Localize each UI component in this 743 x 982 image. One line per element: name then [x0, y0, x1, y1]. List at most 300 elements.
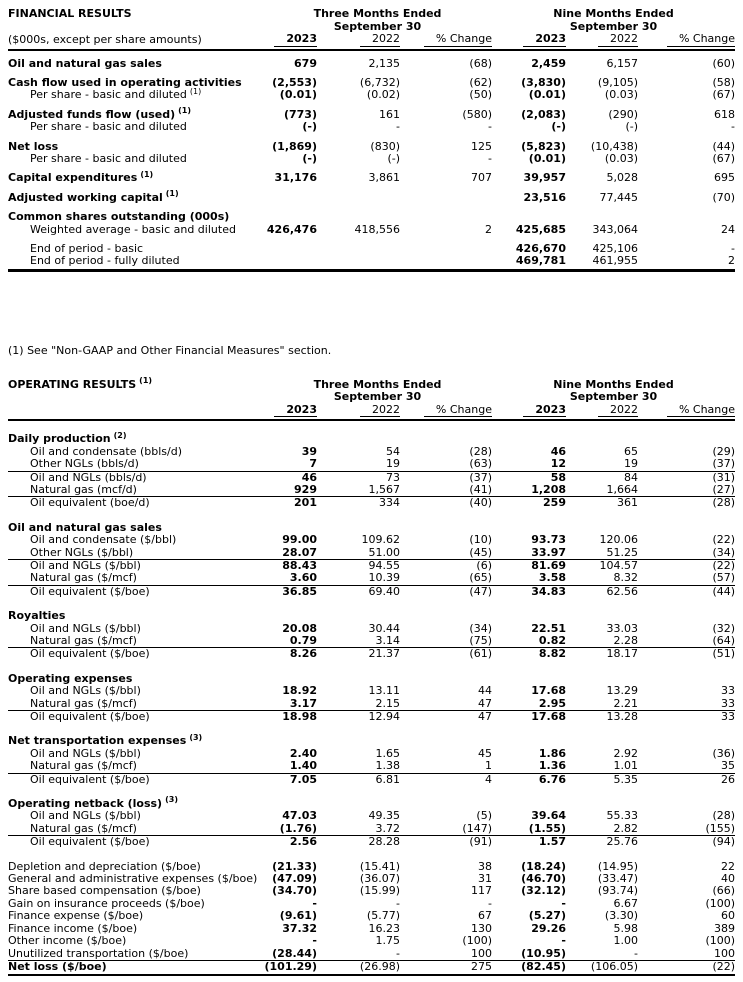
value-cell: (15.41) [359, 859, 400, 873]
row-label: Oil and NGLs (bbls/d) [8, 471, 263, 484]
column-header-2022: 2022 [317, 33, 400, 50]
table-row [8, 165, 735, 184]
value-cell: 929 [294, 482, 317, 496]
value-cell [317, 420, 400, 445]
value-cell [317, 661, 400, 685]
column-header-2022: 2022 [317, 404, 400, 421]
value-cell [566, 661, 638, 685]
value-cell: 58 [492, 471, 566, 484]
period-date-header: September 30 [569, 390, 658, 404]
row-label: Oil equivalent ($/boe) [8, 711, 263, 724]
row-label: Oil and condensate (bbls/d) [30, 444, 183, 458]
row-label: Finance expense ($/boe) [8, 909, 144, 923]
value-cell: (47) [400, 585, 492, 598]
value-cell: 2 [638, 255, 735, 270]
value-cell: (27) [712, 482, 736, 496]
value-cell: 2,459 [531, 56, 566, 70]
value-cell [263, 661, 317, 685]
value-cell: (18.24) [521, 859, 566, 873]
row-label: Per share - basic and diluted $^{(1)}$ [30, 86, 202, 102]
value-cell: 426,670 [515, 241, 566, 255]
footnote-marker: (1) [165, 189, 179, 199]
value-cell [400, 204, 492, 223]
period-date-header: September 30 [333, 390, 422, 404]
row-label: Share based compensation ($/boe) [8, 884, 201, 898]
row-label: Natural gas ($/mcf) [30, 821, 137, 835]
value-cell: 1,208 [531, 482, 566, 496]
table-row [8, 471, 735, 484]
value-cell: (0.01) [279, 88, 317, 102]
value-cell: (34) [712, 545, 736, 559]
table-row [8, 121, 735, 133]
value-cell: 33 [721, 684, 736, 698]
value-cell: 125 [471, 139, 492, 153]
value-cell: 39.64 [531, 809, 566, 823]
value-cell: 31,176 [274, 171, 317, 185]
value-cell: 707 [471, 171, 492, 185]
value-cell: (6,732) [359, 75, 400, 89]
row-label: End of period - basic [30, 241, 144, 255]
value-cell: 46 [550, 444, 566, 458]
row-label: Other NGLs (bbls/d) [30, 457, 139, 471]
value-cell: 21.37 [317, 648, 400, 661]
value-cell [492, 661, 566, 685]
value-cell: (65) [469, 571, 492, 585]
column-header-pct-change: % Change [638, 404, 735, 421]
value-cell: (-) [387, 151, 400, 165]
footnote-marker: (1) [178, 106, 192, 116]
table-row [8, 648, 735, 661]
value-cell [263, 723, 317, 747]
value-cell: 20.08 [282, 621, 317, 635]
row-label: General and administrative expenses ($/boe) [8, 872, 258, 886]
value-cell: (62) [469, 75, 492, 89]
operating-results-title: OPERATING RESULTS $^{(1)}$ [8, 376, 153, 391]
value-cell: 93.73 [531, 533, 566, 547]
value-cell: (2,553) [272, 75, 317, 89]
value-cell: (32.12) [521, 884, 566, 898]
row-label: Oil and NGLs ($/bbl) [30, 684, 141, 698]
value-cell: (290) [608, 107, 638, 121]
footnote-marker: (3) [189, 732, 203, 742]
value-cell: 81.69 [492, 559, 566, 572]
value-cell: (58) [712, 75, 736, 89]
value-cell: (60) [712, 56, 736, 70]
table-row [8, 635, 735, 648]
value-cell: (147) [462, 821, 492, 835]
value-cell: 46 [263, 471, 317, 484]
table-row [8, 723, 735, 747]
value-cell: 62.56 [566, 585, 638, 598]
value-cell: (5.77) [366, 909, 400, 923]
row-label: Oil equivalent ($/boe) [8, 836, 263, 849]
value-cell: (26.98) [317, 960, 400, 975]
table-row [8, 153, 735, 165]
value-cell: 117 [471, 884, 492, 898]
value-cell [317, 185, 400, 204]
table-row [8, 50, 735, 70]
value-cell: 30.44 [368, 621, 400, 635]
value-cell [400, 723, 492, 747]
row-label: Net loss [8, 139, 59, 153]
value-cell: 28.07 [282, 545, 317, 559]
value-cell: (67) [712, 151, 736, 165]
value-cell: (29) [712, 444, 736, 458]
table-row [8, 948, 735, 961]
period-group-header-nine-months: Nine Months Ended [553, 7, 674, 20]
value-cell: (580) [462, 107, 492, 121]
value-cell: 259 [492, 497, 566, 510]
value-cell: (67) [712, 88, 736, 102]
value-cell: 120.06 [599, 533, 638, 547]
table-row [8, 224, 735, 236]
table-row [8, 836, 735, 849]
value-cell: (46.70) [521, 872, 566, 886]
value-cell: (0.01) [528, 151, 566, 165]
column-header-2023: 2023 [492, 404, 566, 421]
value-cell: 22 [721, 859, 736, 873]
row-label: Oil and NGLs ($/bbl) [30, 621, 141, 635]
column-header-2023: 2023 [492, 33, 566, 50]
row-label: Oil and NGLs ($/bbl) [30, 809, 141, 823]
row-label: Natural gas ($/mcf) [30, 633, 137, 647]
value-cell: (-) [625, 120, 638, 134]
value-cell: 17.68 [531, 684, 566, 698]
value-cell: (3,830) [521, 75, 566, 89]
value-cell: (830) [370, 139, 400, 153]
value-cell: 1.01 [613, 759, 638, 773]
value-cell: 31 [478, 872, 492, 886]
value-cell: 418,556 [354, 222, 400, 236]
value-cell: - [634, 946, 638, 960]
table-row [8, 534, 735, 546]
value-cell: 19 [624, 457, 638, 471]
value-cell: 6.76 [492, 773, 566, 786]
value-cell: 361 [566, 497, 638, 510]
value-cell: 44 [478, 684, 492, 698]
value-cell: 6.67 [613, 896, 638, 910]
value-cell: 17.68 [492, 711, 566, 724]
value-cell: 12.94 [317, 711, 400, 724]
table-row [8, 810, 735, 822]
row-label: Oil equivalent ($/boe) [8, 773, 263, 786]
row-label: Daily production $^{(2)}$ [8, 430, 127, 446]
value-cell: (37) [712, 457, 736, 471]
value-cell: 1.36 [538, 759, 566, 773]
value-cell: 33.97 [531, 545, 566, 559]
table-row [8, 760, 735, 773]
value-cell: - [731, 241, 736, 255]
value-cell: (10,438) [590, 139, 638, 153]
value-cell: 65 [624, 444, 638, 458]
value-cell: (93.74) [597, 884, 638, 898]
row-label: Finance income ($/boe) [8, 921, 138, 935]
value-cell: 109.62 [361, 533, 400, 547]
value-cell: 13.11 [368, 684, 400, 698]
value-cell: 33 [638, 711, 735, 724]
value-cell: 695 [714, 171, 736, 185]
value-cell [492, 204, 566, 223]
value-cell: 45 [478, 746, 492, 760]
row-label: End of period - fully diluted [8, 255, 263, 270]
value-cell: - [488, 120, 492, 134]
value-cell: (28) [712, 809, 736, 823]
value-cell: 77,445 [599, 190, 638, 204]
row-label: Weighted average - basic and diluted [30, 222, 236, 236]
value-cell: 161 [379, 107, 400, 121]
value-cell: (47.09) [272, 872, 317, 886]
table-row [8, 823, 735, 836]
row-label: Oil and natural gas sales [8, 520, 162, 534]
column-header-2023: 2023 [263, 33, 317, 50]
value-cell: 1,664 [606, 482, 638, 496]
column-header-pct-change: % Change [638, 33, 735, 50]
column-header-pct-change: % Change [400, 33, 492, 50]
value-cell: 22.51 [531, 621, 566, 635]
value-cell: (10) [469, 533, 492, 547]
value-cell: 3,861 [368, 171, 400, 185]
value-cell: (9.61) [279, 909, 317, 923]
table-row [8, 711, 735, 724]
value-cell: 39,957 [523, 171, 566, 185]
value-cell: (50) [469, 88, 492, 102]
value-cell: (-) [302, 151, 317, 165]
value-cell: (64) [712, 633, 736, 647]
value-cell: - [488, 151, 492, 165]
value-cell: - [561, 934, 566, 948]
table-row [8, 89, 735, 101]
row-label: Cash flow used in operating activities [8, 75, 242, 89]
footnote-marker: (2) [113, 430, 127, 440]
value-cell: 29.26 [531, 921, 566, 935]
row-label: Royalties [8, 609, 66, 623]
value-cell: 8.32 [613, 571, 638, 585]
value-cell: 0.79 [289, 633, 317, 647]
row-label: Per share - basic and diluted [30, 151, 187, 165]
row-label: Depletion and depreciation ($/boe) [8, 859, 201, 873]
value-cell: (28) [469, 444, 492, 458]
value-cell: 6.81 [317, 773, 400, 786]
table-row [8, 698, 735, 711]
value-cell: 469,781 [492, 255, 566, 270]
value-cell: (2,083) [521, 107, 566, 121]
row-label: Operating expenses [8, 671, 133, 685]
table-row [8, 185, 735, 204]
value-cell: 3.58 [538, 571, 566, 585]
value-cell: (63) [469, 457, 492, 471]
value-cell [317, 236, 400, 255]
value-cell [400, 786, 492, 810]
value-cell: 7 [309, 457, 317, 471]
table-row [8, 70, 735, 89]
value-cell: (36.07) [359, 872, 400, 886]
period-date-header: September 30 [333, 19, 422, 33]
value-cell [317, 510, 400, 534]
value-cell: 33 [721, 696, 736, 710]
value-cell: 2.40 [289, 746, 317, 760]
value-cell: 201 [263, 497, 317, 510]
value-cell: 33.03 [606, 621, 638, 635]
value-cell: 19 [386, 457, 400, 471]
value-cell: (33.47) [597, 872, 638, 886]
value-cell: 425,106 [592, 241, 638, 255]
value-cell: 18.98 [263, 711, 317, 724]
value-cell [638, 723, 735, 747]
value-cell: (82.45) [492, 960, 566, 975]
value-cell: 100 [714, 946, 736, 960]
value-cell: (22) [638, 559, 735, 572]
value-cell [263, 786, 317, 810]
value-cell: (5.27) [528, 909, 566, 923]
row-label: Natural gas ($/mcf) [30, 759, 137, 773]
value-cell [263, 236, 317, 255]
value-cell [400, 255, 492, 270]
table-row [8, 102, 735, 121]
table-row [8, 849, 735, 873]
value-cell: 54 [386, 444, 400, 458]
value-cell: (0.03) [604, 151, 638, 165]
value-cell: (1.76) [279, 821, 317, 835]
value-cell [263, 185, 317, 204]
table-subtitle [8, 404, 263, 421]
table-subtitle: ($000s, except per share amounts) [8, 33, 263, 50]
value-cell: 389 [714, 921, 736, 935]
value-cell: (5) [476, 809, 492, 823]
table-row [8, 547, 735, 560]
value-cell: 28.28 [317, 836, 400, 849]
value-cell: 1.86 [538, 746, 566, 760]
value-cell [566, 598, 638, 622]
table-row [8, 773, 735, 786]
value-cell: 7.05 [263, 773, 317, 786]
value-cell: - [396, 896, 400, 910]
value-cell [566, 420, 638, 445]
value-cell [400, 420, 492, 445]
value-cell: (9,105) [597, 75, 638, 89]
value-cell: 679 [294, 56, 317, 70]
value-cell: 13.29 [606, 684, 638, 698]
value-cell [400, 510, 492, 534]
table-row [8, 598, 735, 622]
value-cell: 47 [400, 711, 492, 724]
value-cell: (6) [400, 559, 492, 572]
value-cell: 47.03 [282, 809, 317, 823]
value-cell: 5.35 [566, 773, 638, 786]
value-cell: 2 [485, 222, 492, 236]
footnote-marker: (3) [165, 795, 178, 805]
value-cell: 38 [478, 859, 492, 873]
value-cell: (32) [712, 621, 736, 635]
row-label: Gain on insurance proceeds ($/boe) [8, 896, 205, 910]
value-cell: 24 [721, 222, 736, 236]
value-cell: - [396, 120, 400, 134]
row-label: Other income ($/boe) [8, 934, 127, 948]
value-cell: 39 [301, 444, 317, 458]
value-cell: - [561, 896, 566, 910]
row-label: Natural gas ($/mcf) [30, 696, 137, 710]
value-cell [263, 255, 317, 270]
table-row [8, 420, 735, 445]
value-cell [400, 236, 492, 255]
row-label: Adjusted working capital $^{(1)}$ [8, 189, 179, 204]
value-cell: 36.85 [263, 585, 317, 598]
table-row [8, 255, 735, 270]
value-cell: 426,476 [266, 222, 317, 236]
value-cell: (41) [469, 482, 492, 496]
value-cell [638, 786, 735, 810]
value-cell: 55.33 [606, 809, 638, 823]
value-cell: (0.03) [604, 88, 638, 102]
value-cell: 25.76 [566, 836, 638, 849]
value-cell: - [312, 896, 317, 910]
value-cell: (21.33) [272, 859, 317, 873]
value-cell: 5.98 [613, 921, 638, 935]
value-cell: 1.57 [492, 836, 566, 849]
value-cell: 425,685 [515, 222, 566, 236]
column-header-2023: 2023 [263, 404, 317, 421]
value-cell: 26 [638, 773, 735, 786]
value-cell: 12 [550, 457, 566, 471]
period-group-header-nine-months: Nine Months Ended [553, 377, 674, 391]
row-label: Natural gas (mcf/d) [30, 482, 137, 496]
value-cell [317, 598, 400, 622]
value-cell: 1.38 [375, 759, 400, 773]
table-row [8, 572, 735, 585]
value-cell: (100) [705, 934, 736, 948]
value-cell: (-) [551, 120, 566, 134]
period-group-header-three-months: Three Months Ended [313, 377, 442, 391]
period-group-header-three-months: Three Months Ended [313, 7, 442, 20]
value-cell: 275 [400, 960, 492, 975]
value-cell [638, 420, 735, 445]
value-cell: (100) [462, 934, 492, 948]
value-cell: (15.99) [359, 884, 400, 898]
value-cell: (0.01) [528, 88, 566, 102]
row-label: Adjusted funds flow (used) $^{(1)}$ [8, 106, 192, 121]
row-label: Oil equivalent (boe/d) [8, 497, 263, 510]
period-date-header: September 30 [569, 19, 658, 33]
value-cell: 13.28 [566, 711, 638, 724]
value-cell [566, 786, 638, 810]
table-row [8, 885, 735, 897]
value-cell [492, 510, 566, 534]
value-cell: (40) [400, 497, 492, 510]
value-cell: 1.00 [613, 934, 638, 948]
value-cell: 18.17 [566, 648, 638, 661]
value-cell: (1.55) [528, 821, 566, 835]
value-cell: 51.00 [368, 545, 400, 559]
value-cell [638, 510, 735, 534]
value-cell: (28.44) [272, 946, 317, 960]
value-cell: 3.17 [289, 696, 317, 710]
value-cell [566, 204, 638, 223]
value-cell: 16.23 [368, 921, 400, 935]
table-row [8, 204, 735, 223]
value-cell: (57) [712, 571, 736, 585]
value-cell: 4 [400, 773, 492, 786]
value-cell: 343,064 [592, 222, 638, 236]
value-cell [317, 255, 400, 270]
value-cell: 49.35 [368, 809, 400, 823]
value-cell: 130 [471, 921, 492, 935]
value-cell [492, 420, 566, 445]
value-cell: 47 [478, 696, 492, 710]
row-label: Oil equivalent ($/boe) [8, 648, 263, 661]
value-cell: - [312, 934, 317, 948]
row-label: Operating netback (loss) $^{(3)}$ [8, 795, 178, 811]
value-cell: (34) [469, 621, 492, 635]
row-label: Per share - basic and diluted [30, 120, 187, 134]
